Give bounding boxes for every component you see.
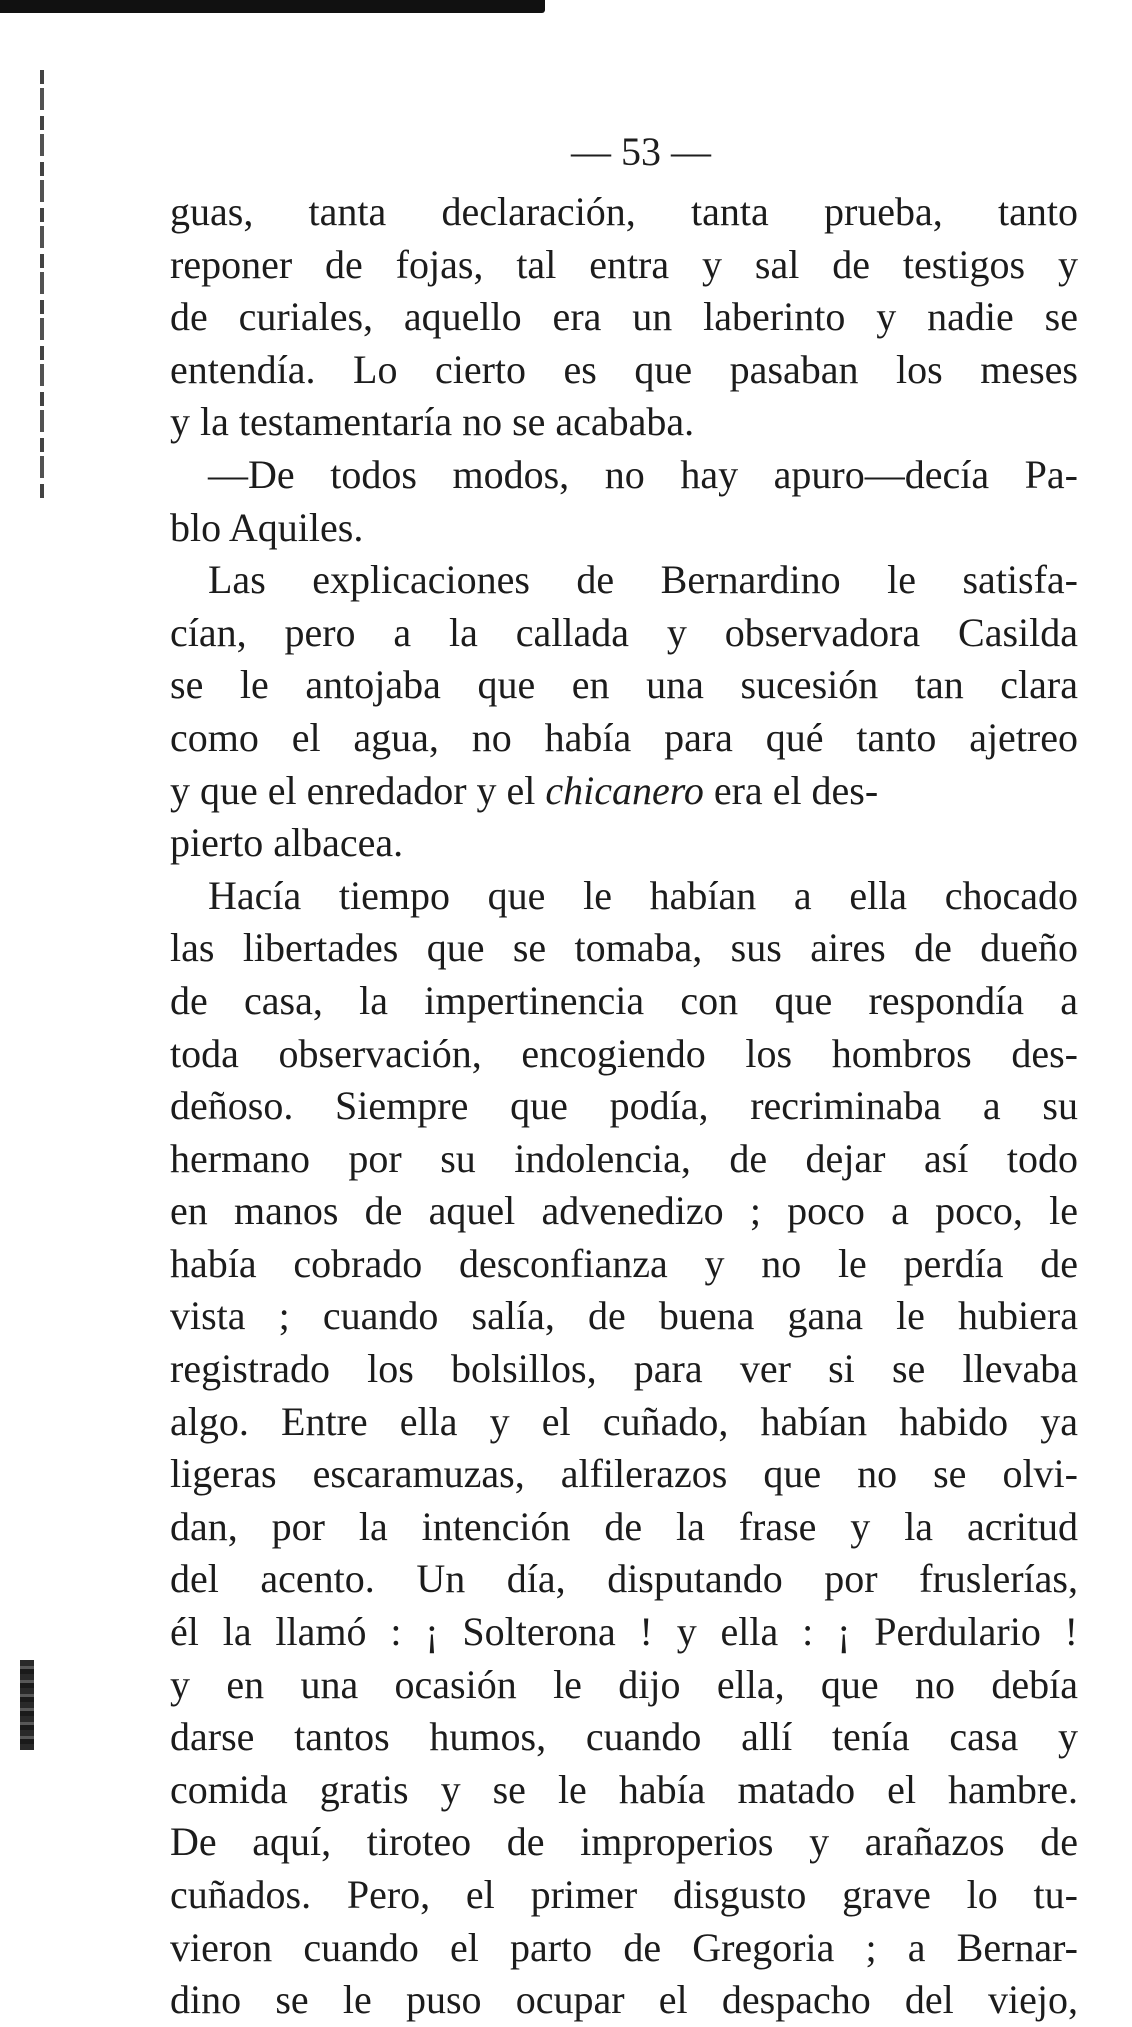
text-line: de casa, la impertinencia con que respondía a xyxy=(170,977,1078,1023)
text-line: deñoso. Siempre que podía, recriminaba a su xyxy=(170,1083,1078,1129)
text-line: de curiales, aquello era un laberinto y nadie se xyxy=(170,294,1078,340)
text-line: registrado los bolsillos, para ver si se llevaba xyxy=(170,1346,1078,1392)
text-line: comida gratis y se le había matado el hambre. xyxy=(170,1766,1078,1812)
text-line: blo Aquiles. xyxy=(170,504,364,550)
text-line: él la llamó : ¡ Solterona ! y ella : ¡ Perdulario ! xyxy=(170,1609,1078,1655)
text-line: —De todos modos, no hay apuro—decía Pa- xyxy=(208,451,1078,497)
text-line: dan, por la intención de la frase y la acritud xyxy=(170,1503,1078,1549)
scan-binding-edge-lower xyxy=(20,1660,34,1750)
text-line: y en una ocasión le dijo ella, que no debía xyxy=(170,1661,1078,1707)
text-line: hermano por su indolencia, de dejar así todo xyxy=(170,1135,1078,1181)
text-fragment: y que el enredador y el xyxy=(170,767,546,813)
page-number: — 53 — xyxy=(571,129,711,174)
text-line: se le antojaba que en una sucesión tan clara xyxy=(170,662,1078,708)
text-line: en manos de aquel advenedizo ; poco a poco, le xyxy=(170,1188,1078,1234)
text-line: algo. Entre ella y el cuñado, habían habido ya xyxy=(170,1398,1078,1444)
text-line-mixed xyxy=(170,765,1078,818)
text-fragment: era el des- xyxy=(703,767,879,813)
text-line: cían, pero a la callada y observadora Casilda xyxy=(170,609,1078,655)
text-line: cuñados. Pero, el primer disgusto grave lo tu- xyxy=(170,1872,1078,1917)
text-line: darse tantos humos, cuando allí tenía casa y xyxy=(170,1714,1078,1760)
text-line: pierto albacea. xyxy=(170,820,404,866)
scan-top-rule xyxy=(0,0,545,13)
text-line: dino se le puso ocupar el despacho del viejo, xyxy=(170,1977,1078,2023)
text-line: De aquí, tiroteo de improperios y arañazos de xyxy=(170,1819,1078,1865)
text-line: guas, tanta declaración, tanta prueba, tanto xyxy=(170,189,1078,234)
text-line: las libertades que se tomaba, sus aires de dueño xyxy=(170,925,1078,971)
italic-word: chicanero xyxy=(545,767,704,813)
text-line: ligeras escaramuzas, alfilerazos que no se olvi- xyxy=(170,1451,1078,1497)
text-line: reponer de fojas, tal entra y sal de testigos y xyxy=(170,241,1078,287)
text-line: vista ; cuando salía, de buena gana le hubiera xyxy=(170,1293,1078,1339)
text-line: toda observación, encogiendo los hombros des- xyxy=(170,1030,1078,1076)
text-line: como el agua, no había para qué tanto ajetreo xyxy=(170,714,1078,760)
text-line: Hacía tiempo que le habían a ella chocado xyxy=(208,872,1078,918)
text-line: vieron cuando el parto de Gregoria ; a Bernar- xyxy=(170,1924,1078,1970)
text-line: y la testamentaría no se acababa. xyxy=(170,399,695,445)
body-text xyxy=(170,186,1078,2027)
text-line: Las explicaciones de Bernardino le satisfa- xyxy=(208,557,1078,603)
text-line: del acento. Un día, disputando por fruslerías, xyxy=(170,1556,1078,1602)
text-line: entendía. Lo cierto es que pasaban los meses xyxy=(170,346,1078,392)
text-line: había cobrado desconfianza y no le perdía de xyxy=(170,1240,1078,1286)
